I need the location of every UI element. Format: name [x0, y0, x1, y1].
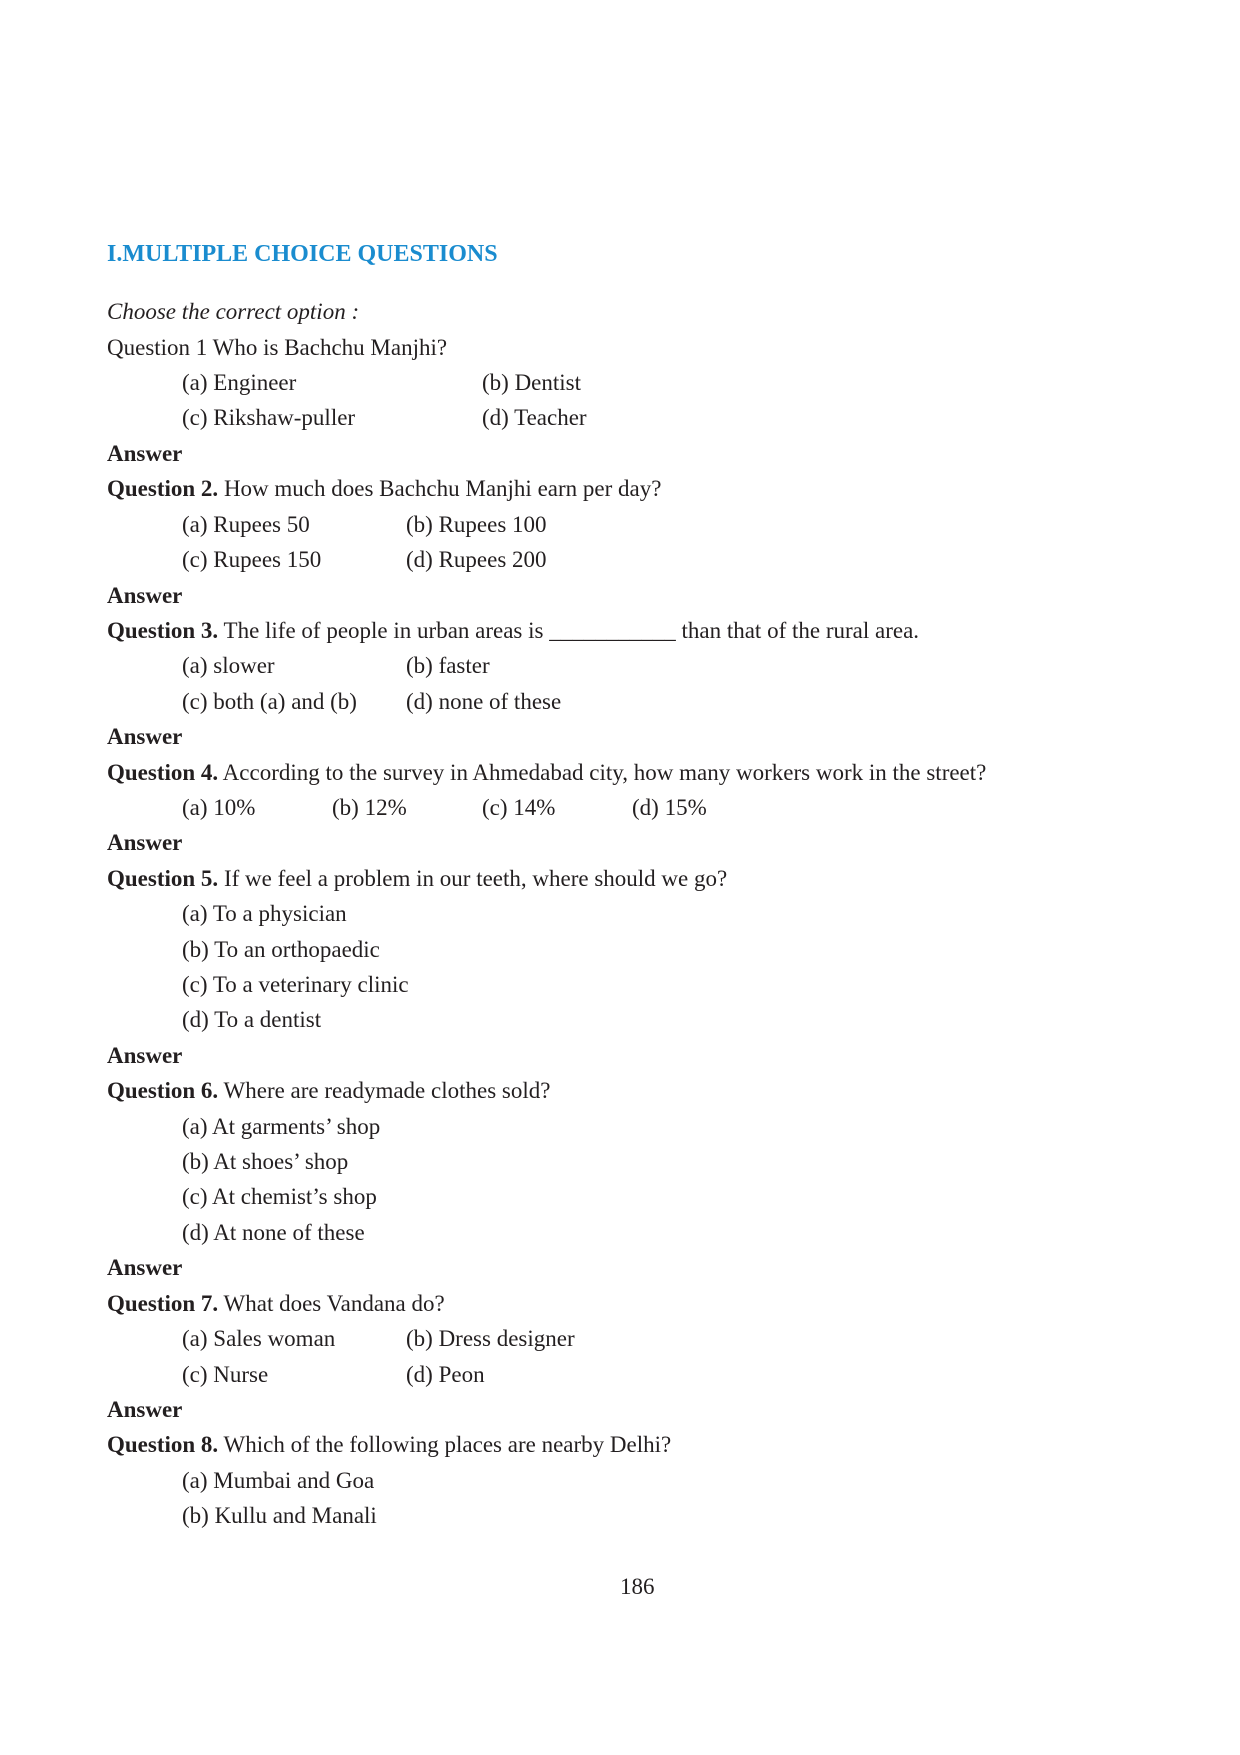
question-7-text: What does Vandana do? [218, 1291, 445, 1316]
q1-option-b: (b) Dentist [482, 370, 582, 395]
question-6 [107, 1077, 550, 1105]
question-3 [107, 617, 919, 645]
q4-option-d: (d) 15% [632, 795, 707, 820]
section-title: I.MULTIPLE CHOICE QUESTIONS [107, 241, 498, 267]
q3-option-a: (a) slower [182, 653, 275, 678]
question-8-label: Question 8. [107, 1432, 219, 1457]
q6-option-c: (c) At chemist’s shop [182, 1184, 377, 1209]
answer-4: Answer [107, 830, 183, 855]
question-1 [107, 334, 447, 362]
q6-option-d: (d) At none of these [182, 1220, 365, 1245]
q4-option-a: (a) 10% [182, 795, 256, 820]
q2-option-d: (d) Rupees 200 [406, 547, 547, 572]
question-2-label: Question 2. [107, 476, 219, 501]
question-4 [107, 759, 986, 787]
answer-7: Answer [107, 1397, 183, 1422]
q7-option-c: (c) Nurse [182, 1362, 269, 1387]
question-4-label: Question 4. [107, 760, 219, 785]
q6-option-a: (a) At garments’ shop [182, 1114, 381, 1139]
question-6-text: Where are readymade clothes sold? [218, 1078, 551, 1103]
q3-option-c: (c) both (a) and (b) [182, 689, 357, 714]
q1-option-d: (d) Teacher [482, 405, 587, 430]
q5-option-c: (c) To a veterinary clinic [182, 972, 409, 997]
question-8-text: Which of the following places are nearby Delhi? [218, 1432, 672, 1457]
question-5 [107, 865, 727, 893]
q4-option-c: (c) 14% [482, 795, 556, 820]
q8-option-a: (a) Mumbai and Goa [182, 1468, 375, 1493]
q1-option-c: (c) Rikshaw-puller [182, 405, 356, 430]
question-7 [107, 1290, 445, 1318]
answer-1: Answer [107, 441, 183, 466]
q8-option-b: (b) Kullu and Manali [182, 1503, 377, 1528]
question-2 [107, 475, 661, 503]
question-1-label: Question 1 [107, 335, 208, 360]
q6-option-b: (b) At shoes’ shop [182, 1149, 349, 1174]
q2-option-b: (b) Rupees 100 [406, 512, 547, 537]
q2-option-c: (c) Rupees 150 [182, 547, 322, 572]
q7-option-b: (b) Dress designer [406, 1326, 575, 1351]
q2-option-a: (a) Rupees 50 [182, 512, 310, 537]
q5-option-a: (a) To a physician [182, 901, 347, 926]
q4-option-b: (b) 12% [332, 795, 407, 820]
answer-2: Answer [107, 583, 183, 608]
question-5-label: Question 5. [107, 866, 219, 891]
q3-option-b: (b) faster [406, 653, 490, 678]
q5-option-d: (d) To a dentist [182, 1007, 322, 1032]
question-6-label: Question 6. [107, 1078, 219, 1103]
question-5-text: If we feel a problem in our teeth, where should we go? [218, 866, 728, 891]
question-8 [107, 1431, 671, 1459]
question-4-text: According to the survey in Ahmedabad city, how many workers work in the street? [218, 760, 987, 785]
q7-option-a: (a) Sales woman [182, 1326, 336, 1351]
answer-3: Answer [107, 724, 183, 749]
question-3-label: Question 3. [107, 618, 219, 643]
question-3-text: The life of people in urban areas is ___________ than that of the rural area. [218, 618, 920, 643]
answer-6: Answer [107, 1255, 183, 1280]
question-2-text: How much does Bachchu Manjhi earn per day? [218, 476, 662, 501]
q5-option-b: (b) To an orthopaedic [182, 937, 380, 962]
q1-option-a: (a) Engineer [182, 370, 297, 395]
page-number: 186 [620, 1574, 655, 1599]
q3-option-d: (d) none of these [406, 689, 562, 714]
question-7-label: Question 7. [107, 1291, 219, 1316]
answer-5: Answer [107, 1043, 183, 1068]
q7-option-d: (d) Peon [406, 1362, 485, 1387]
question-1-text: Who is Bachchu Manjhi? [207, 335, 448, 360]
instruction: Choose the correct option : [107, 299, 360, 324]
